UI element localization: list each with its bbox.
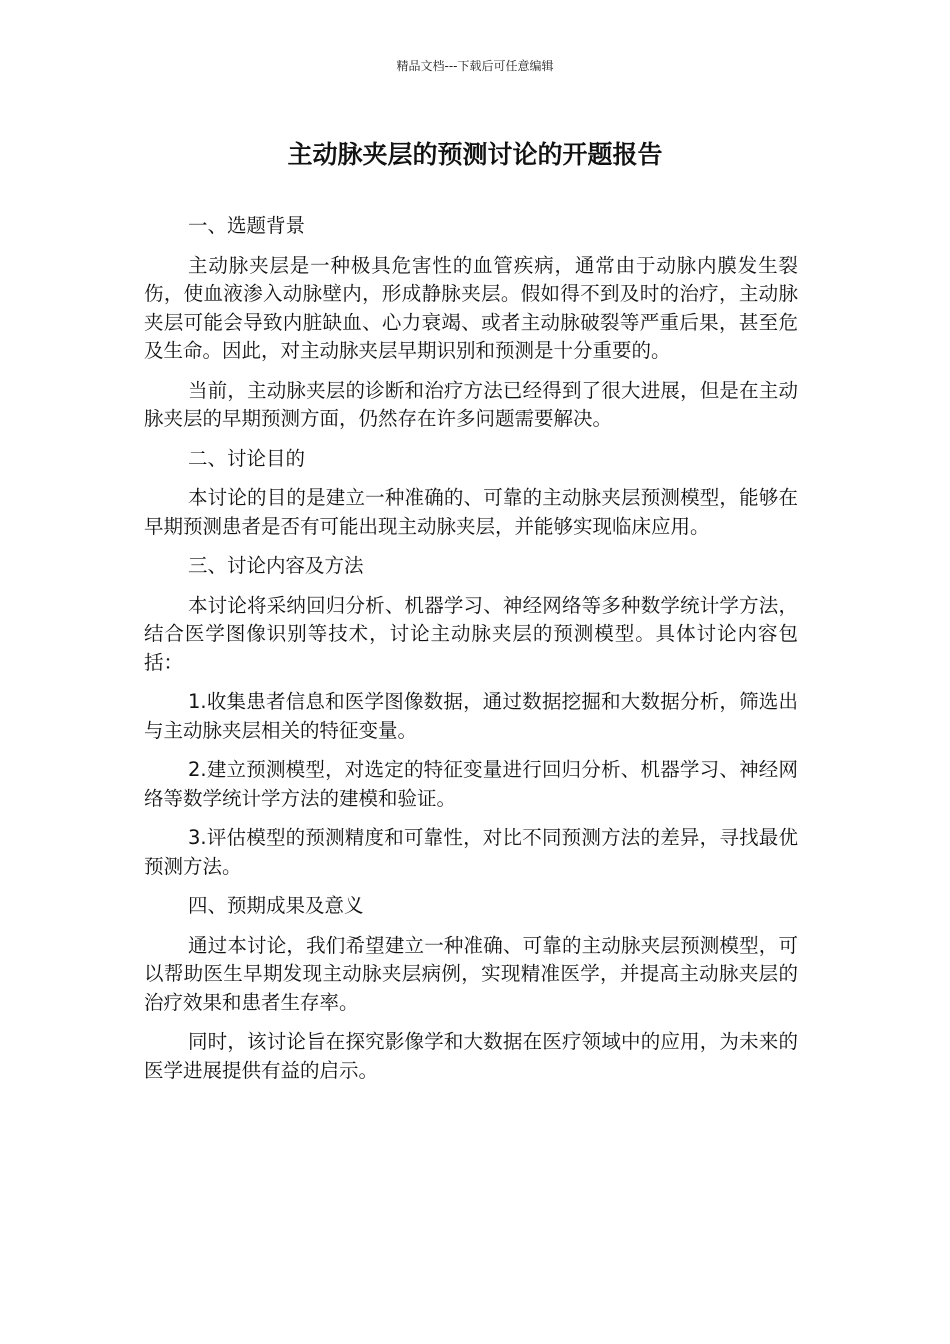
header-note: 精品文档---下载后可任意编辑 [396,59,554,73]
section-heading-outcomes: 四、预期成果及意义 [188,894,364,917]
list-item-method-2: 2.建立预测模型，对选定的特征变量进行回归分析、机器学习、神经网络等数学统计学方法的建模和验证。 [144,758,798,810]
document-title: 主动脉夹层的预测讨论的开题报告 [287,140,663,169]
section-heading-background: 一、选题背景 [188,214,306,237]
paragraph-methods: 本讨论将采纳回归分析、机器学习、神经网络等多种数学统计学方法，结合医学图像识别等技术，讨论主动脉夹层的预测模型。具体讨论内容包括： [144,593,798,674]
section-heading-methods: 三、讨论内容及方法 [188,554,364,577]
document-body [144,212,798,1096]
section-heading-purpose: 二、讨论目的 [188,446,306,470]
list-item-method-3: 3.评估模型的预测精度和可靠性，对比不同预测方法的差异，寻找最优预测方法。 [144,826,798,878]
paragraph-background-1: 主动脉夹层是一种极具危害性的血管疾病，通常由于动脉内膜发生裂伤，使血液渗入动脉壁内，形成静脉夹层。假如得不到及时的治疗，主动脉夹层可能会导致内脏缺血、心力衰竭、或者主动脉破裂等严重后果，甚至危及生命。因此，对主动脉夹层早期识别和预测是十分重要的。 [144,253,798,362]
list-item-method-1: 1.收集患者信息和医学图像数据，通过数据挖掘和大数据分析，筛选出与主动脉夹层相关的特征变量。 [144,690,798,742]
paragraph-outcomes-2: 同时，该讨论旨在探究影像学和大数据在医疗领域中的应用，为未来的医学进展提供有益的启示。 [144,1030,798,1082]
paragraph-purpose: 本讨论的目的是建立一种准确的、可靠的主动脉夹层预测模型，能够在早期预测患者是否有可能出现主动脉夹层，并能够实现临床应用。 [144,486,798,538]
paragraph-outcomes-1: 通过本讨论，我们希望建立一种准确、可靠的主动脉夹层预测模型，可以帮助医生早期发现主动脉夹层病例，实现精准医学，并提高主动脉夹层的治疗效果和患者生存率。 [144,933,798,1014]
paragraph-background-2: 当前，主动脉夹层的诊断和治疗方法已经得到了很大进展，但是在主动脉夹层的早期预测方面，仍然存在许多问题需要解决。 [144,378,798,430]
